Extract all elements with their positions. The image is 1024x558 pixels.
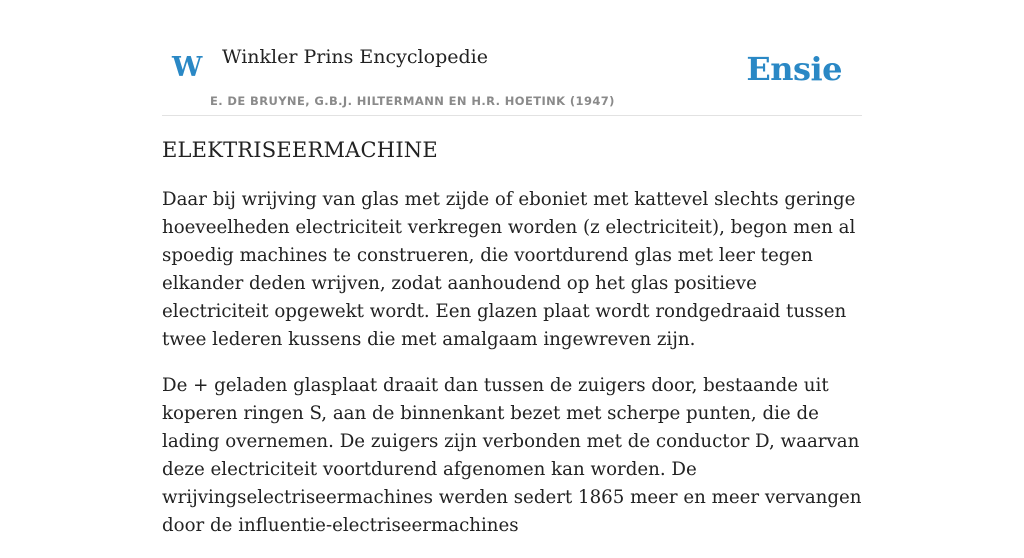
source-authors: E. DE BRUYNE, G.B.J. HILTERMANN EN H.R. HOETINK (1947)	[210, 94, 615, 108]
article-title: ELEKTRISEERMACHINE	[162, 138, 438, 162]
source-header	[162, 40, 862, 116]
article-paragraph: Daar bij wrijving van glas met zijde of eboniet met kattevel slechts geringe hoeveelheden electriciteit verkregen worden (z electriciteit), begon men al spoedig machines te construeren, die voortdurend glas met leer tegen elkander deden wrijven, zodat aanhoudend op het glas positieve electriciteit opgewekt wordt. Een glazen plaat wordt rondgedraaid tussen twee lederen kussens die met amalgaam ingewreven zijn.	[162, 189, 856, 350]
source-logo-icon[interactable]: W	[172, 52, 203, 83]
source-title-link[interactable]: Winkler Prins Encyclopedie	[222, 46, 488, 68]
article-content	[162, 138, 868, 558]
brand-logo[interactable]: Ensie	[746, 50, 842, 88]
article-paragraph: De + geladen glasplaat draait dan tussen de zuigers door, bestaande uit koperen ringen S, aan de binnenkant bezet met scherpe punten, die de lading overnemen. De zuigers zijn verbonden met de conductor D, waarvan deze electriciteit voortdurend afgenomen kan worden. De wrijvingselectriseermachines werden sedert 1865 meer en meer vervangen door de influentie-electriseermachines	[162, 375, 862, 536]
